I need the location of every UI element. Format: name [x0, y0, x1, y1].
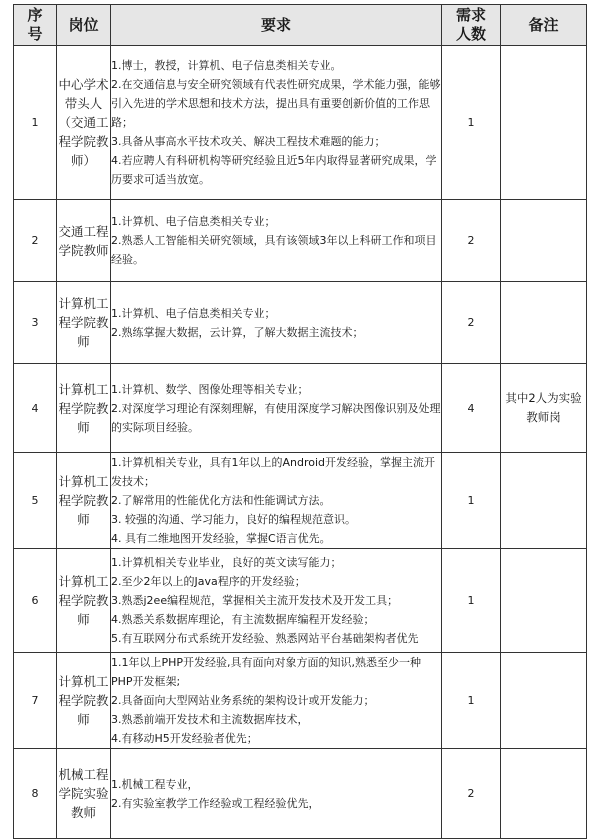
requirements-cell: [111, 549, 442, 653]
table-body: [14, 46, 587, 839]
note-cell: [501, 749, 587, 839]
note-cell: [501, 46, 587, 200]
requirements-cell: [111, 749, 442, 839]
row-number: 7: [14, 653, 57, 749]
row-number: 3: [14, 282, 57, 364]
requirement-item: 1.计算机、电子信息类相关专业；: [111, 306, 276, 320]
requirement-item: 1.计算机相关专业，具有1年以上的Android开发经验，掌握主流开发技术；: [111, 456, 436, 488]
requirement-item: 1.计算机相关专业毕业，良好的英文读写能力；: [111, 556, 342, 569]
requirement-item: 2.具备面向大型网站业务系统的架构设计或开发能力；: [111, 694, 375, 707]
headcount-cell: 2: [442, 200, 501, 282]
note-cell: [501, 453, 587, 549]
row-number: 6: [14, 549, 57, 653]
requirement-item: 3.具备从事高水平技术攻关、解决工程技术难题的能力；: [111, 135, 386, 148]
headcount-cell: 2: [442, 282, 501, 364]
position-cell: 计算机工程学院教师: [57, 364, 111, 453]
header-requirements: 要求: [111, 5, 442, 46]
requirement-item: 2.在交通信息与安全研究领域有代表性研究成果，学术能力强，能够引入先进的学术思想和技术方法，提出具有重要创新价值的工作思路；: [111, 78, 441, 129]
row-number: 2: [14, 200, 57, 282]
header-note: 备注: [501, 5, 587, 46]
table-row: [14, 364, 587, 453]
note-cell: [501, 549, 587, 653]
position-cell: 机械工程学院实验教师: [57, 749, 111, 839]
position-cell: 计算机工程学院教师: [57, 453, 111, 549]
requirement-item: 5.有互联网分布式系统开发经验、熟悉网站平台基础架构者优先: [111, 632, 419, 645]
headcount-cell: 1: [442, 549, 501, 653]
row-number: 1: [14, 46, 57, 200]
requirement-item: 3.熟悉前端开发技术和主流数据库技术，: [111, 713, 309, 726]
position-cell: 交通工程学院教师: [57, 200, 111, 282]
header-row: [14, 5, 587, 46]
requirement-item: 2.有实验室教学工作经验或工程经验优先，: [111, 796, 320, 810]
note-cell: 其中2人为实验教师岗: [501, 364, 587, 453]
requirement-item: 2.熟练掌握大数据，云计算，了解大数据主流技术；: [111, 325, 364, 339]
headcount-cell: 1: [442, 653, 501, 749]
requirements-cell: [111, 453, 442, 549]
requirement-item: 1.博士，教授，计算机、电子信息类相关专业。: [111, 59, 342, 72]
note-cell: [501, 653, 587, 749]
header-position: 岗位: [57, 5, 111, 46]
requirements-cell: [111, 46, 442, 200]
note-cell: [501, 282, 587, 364]
requirement-item: 3. 较强的沟通、学习能力，良好的编程规范意识。: [111, 513, 356, 526]
requirement-item: 1.1年以上PHP开发经验,具有面向对象方面的知识,熟悉至少一种PHP开发框架;: [111, 656, 422, 688]
position-cell: 计算机工程学院教师: [57, 653, 111, 749]
header-count: 需求人数: [442, 5, 501, 46]
recruitment-table: [13, 4, 587, 839]
requirement-item: 4. 具有二维地图开发经验，掌握C语言优先。: [111, 532, 331, 545]
headcount-cell: 1: [442, 453, 501, 549]
headcount-cell: 4: [442, 364, 501, 453]
note-cell: [501, 200, 587, 282]
row-number: 8: [14, 749, 57, 839]
table-row: [14, 749, 587, 839]
requirement-item: 3.熟悉j2ee编程规范，掌握相关主流开发技术及开发工具；: [111, 594, 399, 607]
headcount-cell: 2: [442, 749, 501, 839]
row-number: 5: [14, 453, 57, 549]
requirement-item: 2.至少2年以上的Java程序的开发经验；: [111, 575, 306, 588]
requirement-item: 1.计算机、电子信息类相关专业；: [111, 215, 276, 228]
header-no: 序号: [14, 5, 57, 46]
table-row: [14, 200, 587, 282]
row-number: 4: [14, 364, 57, 453]
position-cell: 计算机工程学院教师: [57, 282, 111, 364]
requirement-item: 2.熟悉人工智能相关研究领域，具有该领域3年以上科研工作和项目经验。: [111, 234, 437, 266]
requirements-cell: [111, 364, 442, 453]
position-cell: 中心学术带头人（交通工程学院教师）: [57, 46, 111, 200]
table-row: [14, 453, 587, 549]
table-row: [14, 46, 587, 200]
table-header: [14, 5, 587, 46]
requirement-item: 4.有移动H5开发经验者优先；: [111, 732, 258, 745]
headcount-cell: 1: [442, 46, 501, 200]
requirements-cell: [111, 653, 442, 749]
requirement-item: 1.机械工程专业，: [111, 777, 199, 791]
requirement-item: 2.对深度学习理论有深刻理解，有使用深度学习解决图像识别及处理的实际项目经验。: [111, 401, 441, 434]
table-row: [14, 549, 587, 653]
table-row: [14, 282, 587, 364]
requirement-item: 4.熟悉关系数据库理论，有主流数据库编程开发经验；: [111, 613, 375, 626]
requirement-item: 2.了解常用的性能优化方法和性能调试方法。: [111, 494, 331, 507]
position-cell: 计算机工程学院教师: [57, 549, 111, 653]
requirement-item: 4.若应聘人有科研机构等研究经验且近5年内取得显著研究成果，学历要求可适当放宽。: [111, 154, 437, 186]
requirement-item: 1.计算机、数学、图像处理等相关专业；: [111, 382, 309, 396]
requirements-cell: [111, 200, 442, 282]
requirements-cell: [111, 282, 442, 364]
table-row: [14, 653, 587, 749]
